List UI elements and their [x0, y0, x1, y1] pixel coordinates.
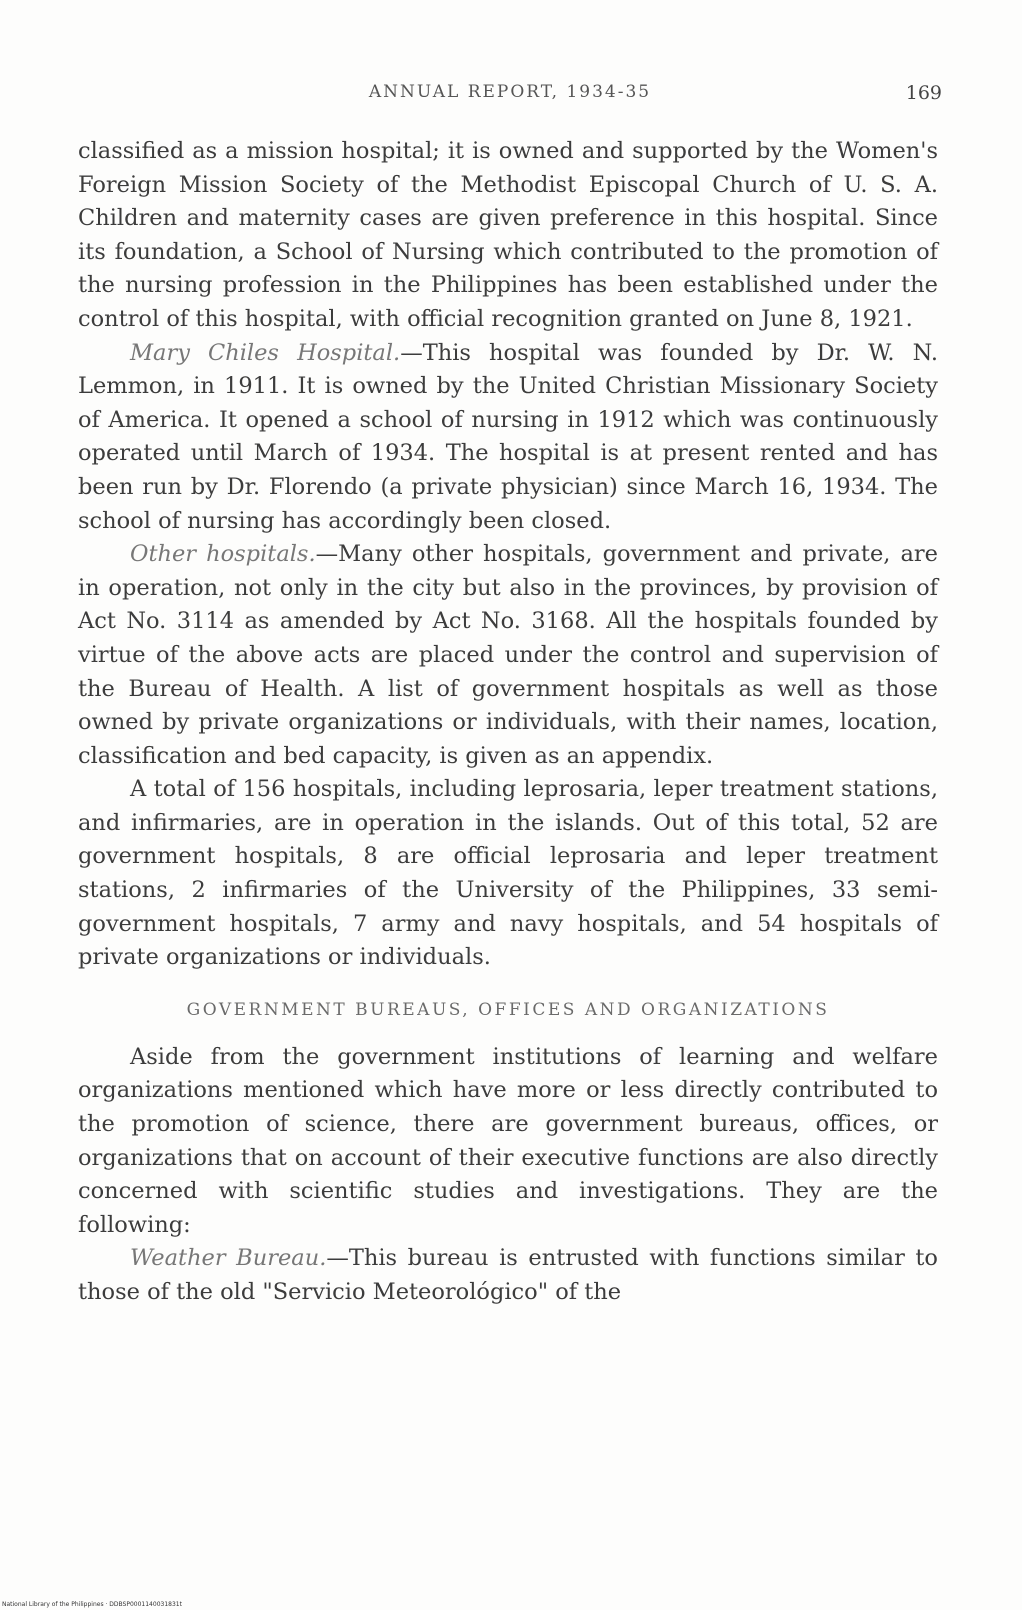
paragraph-lead: Weather Bureau. [130, 1245, 327, 1272]
paragraph-mission-hospital [78, 135, 938, 337]
running-header [78, 82, 942, 112]
header-title: ANNUAL REPORT, 1934-35 [368, 82, 652, 102]
section-heading: GOVERNMENT BUREAUS, OFFICES AND ORGANIZATIONS [186, 999, 830, 1020]
scan-footer: National Library of the Philippines · DDBSP0001140031831t [2, 1601, 182, 1608]
paragraph-text: A total of 156 hospitals, including leprosaria, leper treatment stations, and infirmaries, are in operation in the islands. Out of this total, 52 are government hospitals, 8 are official leprosaria and leper treatment stations, 2 infirmaries of the University of the Philippines, 33 semi-government hospitals, 7 army and navy hospitals, and 54 hospitals of private organizations or individuals. [78, 776, 938, 971]
body-text [78, 135, 938, 1310]
paragraph-lead: Mary Chiles Hospital. [130, 339, 401, 366]
paragraph-government-bureaus [78, 1041, 938, 1243]
paragraph-lead: Other hospitals. [130, 541, 316, 568]
paragraph-weather-bureau [78, 1242, 938, 1309]
paragraph-text: —This hospital was founded by Dr. W. N. Lemmon, in 1911. It is owned by the United Christian Missionary Society of America. It opened a school of nursing in 1912 which was continuously operated until March of 1934. The hospital is at present rented and has been run by Dr. Florendo (a private physician) since March 16, 1934. The school of nursing has accordingly been closed. [78, 339, 938, 534]
paragraph-text: Aside from the government institutions of learning and welfare organizations mentioned which have more or less directly contributed to the promotion of science, there are government bureaus, offices, or organizations that on account of their executive functions are also directly concerned with scientific studies and investigations. They are the following: [78, 1043, 938, 1238]
paragraph-text: —This bureau is entrusted with functions similar to those of the old "Servicio Meteorológico" of the [78, 1245, 938, 1305]
paragraph-other-hospitals [78, 538, 938, 773]
page-number: 169 [905, 82, 942, 104]
paragraph-text: —Many other hospitals, government and private, are in operation, not only in the city but also in the provinces, by provision of Act No. 3114 as amended by Act No. 3168. All the hospitals founded by virtue of the above acts are placed under the control and supervision of the Bureau of Health. A list of government hospitals as well as those owned by private organizations or individuals, with their names, location, classification and bed capacity, is given as an appendix. [78, 541, 938, 769]
paragraph-text: classified as a mission hospital; it is owned and supported by the Women's Foreign Mission Society of the Methodist Episcopal Church of U. S. A. Children and maternity cases are given preference in this hospital. Since its foundation, a School of Nursing which contributed to the promotion of the nursing profession in the Philippines has been established under the control of this hospital, with official recognition granted on June 8, 1921. [78, 138, 938, 332]
paragraph-mary-chiles-hospital [78, 337, 938, 539]
paragraph-hospital-totals [78, 773, 938, 975]
